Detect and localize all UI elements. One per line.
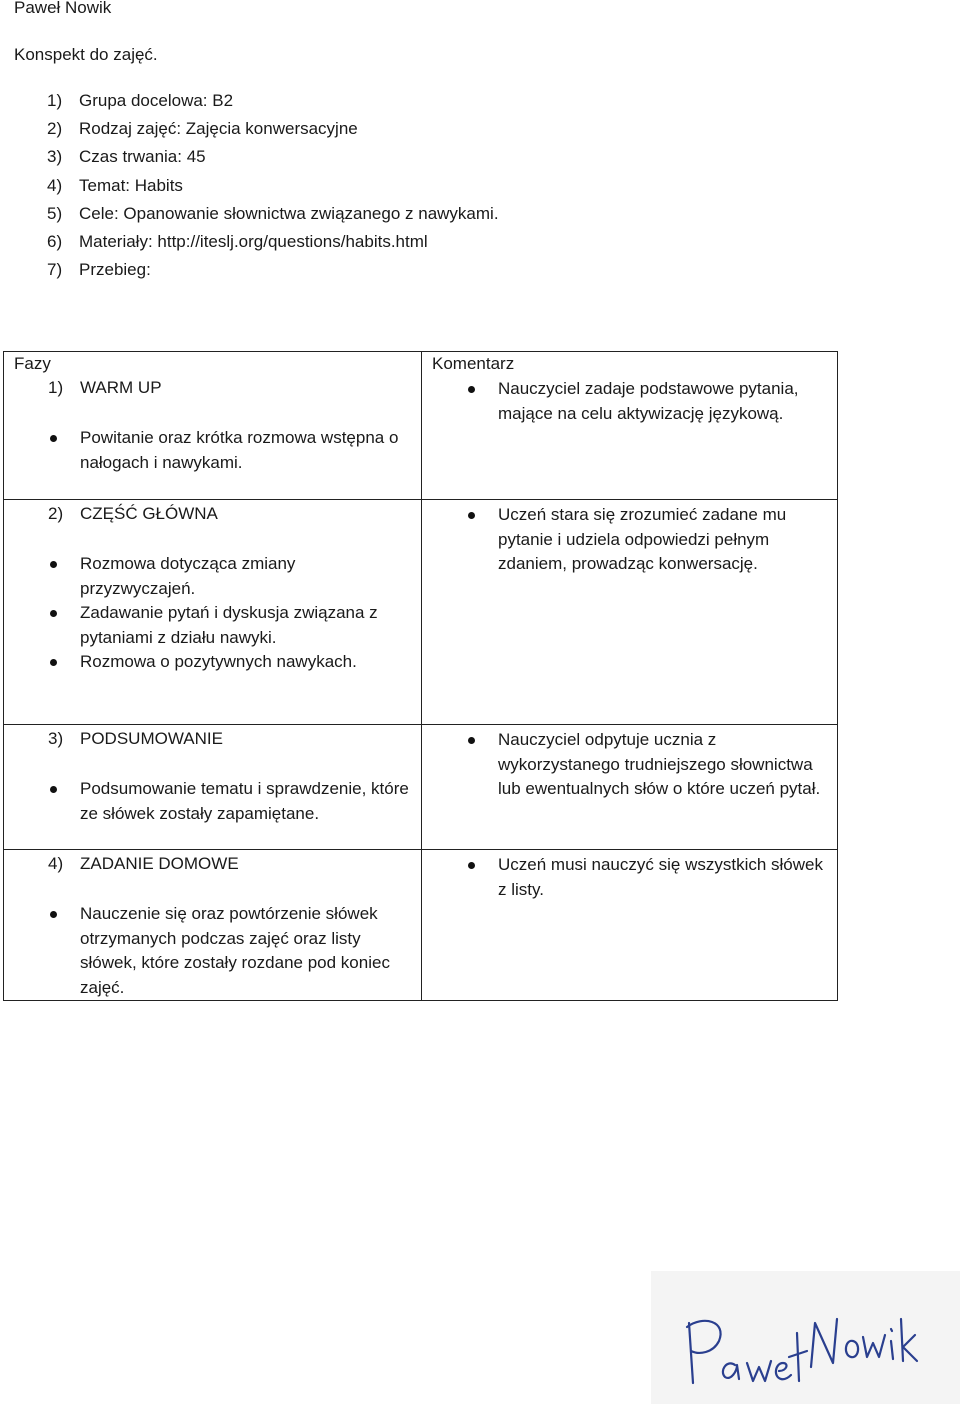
info-item-text: Cele: Opanowanie słownictwa związanego z nawykami. bbox=[79, 203, 499, 223]
phase-number: 2) bbox=[48, 504, 64, 523]
list-item bbox=[4, 601, 421, 650]
info-item-number: 4) bbox=[47, 175, 63, 195]
info-item-number: 7) bbox=[47, 260, 63, 280]
list-item bbox=[422, 728, 837, 802]
handwritten-signature bbox=[651, 1271, 960, 1404]
phase-activity: Zadawanie pytań i dyskusja związana z pytaniami z działu nawyki. bbox=[80, 603, 378, 647]
bullet-icon bbox=[4, 601, 80, 650]
phase-activity: Nauczenie się oraz powtórzenie słówek otrzymanych podczas zajęć oraz listy słówek, które zostały rozdane pod koniec zajęć. bbox=[80, 904, 390, 997]
info-item-number: 1) bbox=[47, 91, 63, 110]
comment-cell bbox=[422, 352, 838, 500]
phase-title-row bbox=[4, 727, 421, 753]
phase-activity: Podsumowanie tematu i sprawdzenie, które ze słówek zostały zapamiętane. bbox=[80, 779, 409, 823]
phase-title-row bbox=[4, 852, 421, 878]
phase-number: 4) bbox=[48, 854, 64, 873]
bullet-icon bbox=[4, 552, 80, 601]
table-row bbox=[4, 500, 838, 725]
info-item-procedure bbox=[14, 258, 499, 286]
info-item-text: Materiały: http://iteslj.org/questions/habits.html bbox=[79, 231, 428, 251]
info-item-goals bbox=[14, 202, 499, 230]
info-item-number: 3) bbox=[47, 147, 63, 167]
info-item-topic bbox=[14, 174, 499, 202]
bullet-icon bbox=[4, 902, 80, 1000]
info-item-text: Temat: Habits bbox=[79, 175, 183, 195]
phase-cell bbox=[4, 850, 422, 1001]
list-item bbox=[4, 552, 421, 601]
phase-comment: Uczeń stara się zrozumieć zadane mu pytanie i udziela odpowiedzi pełnym zdaniem, prowadząc konwersację. bbox=[498, 505, 787, 573]
phase-cell bbox=[4, 725, 422, 850]
column-header-comment: Komentarz bbox=[432, 354, 515, 373]
table-row bbox=[4, 352, 838, 500]
phase-comment: Uczeń musi nauczyć się wszystkich słówek z listy. bbox=[498, 855, 823, 899]
info-item-group bbox=[14, 89, 499, 117]
phase-title: CZĘŚĆ GŁÓWNA bbox=[80, 504, 218, 523]
info-item-text: Czas trwania: 45 bbox=[79, 147, 206, 167]
phase-title: WARM UP bbox=[80, 378, 162, 397]
phase-cell bbox=[4, 352, 422, 500]
phase-activity: Rozmowa dotycząca zmiany przyzwyczajeń. bbox=[80, 554, 296, 598]
list-item bbox=[422, 503, 837, 577]
info-item-duration bbox=[14, 145, 499, 173]
phase-comment: Nauczyciel odpytuje ucznia z wykorzystanego trudniejszego słownictwa lub ewentualnych słów o które uczeń pytał. bbox=[498, 730, 821, 798]
document-subtitle: Konspekt do zajęć. bbox=[14, 45, 158, 64]
table-row bbox=[4, 850, 838, 1001]
info-item-text: Rodzaj zajęć: Zajęcia konwersacyjne bbox=[79, 119, 358, 139]
info-item-number: 6) bbox=[47, 231, 63, 251]
list-item bbox=[422, 853, 837, 902]
info-item-text: Przebieg: bbox=[79, 260, 151, 280]
list-item bbox=[422, 377, 837, 426]
list-item bbox=[4, 777, 421, 826]
info-item-number: 5) bbox=[47, 203, 63, 223]
list-item bbox=[4, 902, 421, 1000]
phase-title-row bbox=[4, 376, 421, 402]
comment-cell bbox=[422, 500, 838, 725]
info-item-text: Grupa docelowa: B2 bbox=[79, 91, 234, 110]
list-item bbox=[4, 650, 421, 675]
phase-title: PODSUMOWANIE bbox=[80, 729, 223, 748]
column-header-phases: Fazy bbox=[14, 354, 51, 373]
bullet-icon bbox=[4, 426, 80, 475]
bullet-icon bbox=[4, 777, 80, 826]
author-name: Paweł Nowik bbox=[14, 0, 112, 17]
lesson-info-list bbox=[14, 89, 499, 286]
table-row bbox=[4, 725, 838, 850]
phase-comment: Nauczyciel zadaje podstawowe pytania, mające na celu aktywizację językową. bbox=[498, 379, 799, 423]
bullet-icon bbox=[4, 650, 80, 675]
lesson-plan-table bbox=[3, 351, 838, 1001]
phase-number: 3) bbox=[48, 729, 64, 748]
info-item-type bbox=[14, 117, 499, 145]
bullet-icon bbox=[422, 853, 498, 902]
phase-number: 1) bbox=[48, 378, 64, 397]
list-item bbox=[4, 426, 421, 475]
phase-cell bbox=[4, 500, 422, 725]
phase-title: ZADANIE DOMOWE bbox=[80, 854, 239, 873]
comment-cell bbox=[422, 725, 838, 850]
bullet-icon bbox=[422, 728, 498, 802]
bullet-icon bbox=[422, 503, 498, 577]
info-item-materials bbox=[14, 230, 499, 258]
signature-image bbox=[651, 1271, 960, 1404]
phase-title-row bbox=[4, 502, 421, 528]
phase-activity: Rozmowa o pozytywnych nawykach. bbox=[80, 652, 357, 671]
comment-cell bbox=[422, 850, 838, 1001]
phase-activity: Powitanie oraz krótka rozmowa wstępna o nałogach i nawykami. bbox=[80, 428, 399, 472]
bullet-icon bbox=[422, 377, 498, 426]
info-item-number: 2) bbox=[47, 119, 63, 139]
